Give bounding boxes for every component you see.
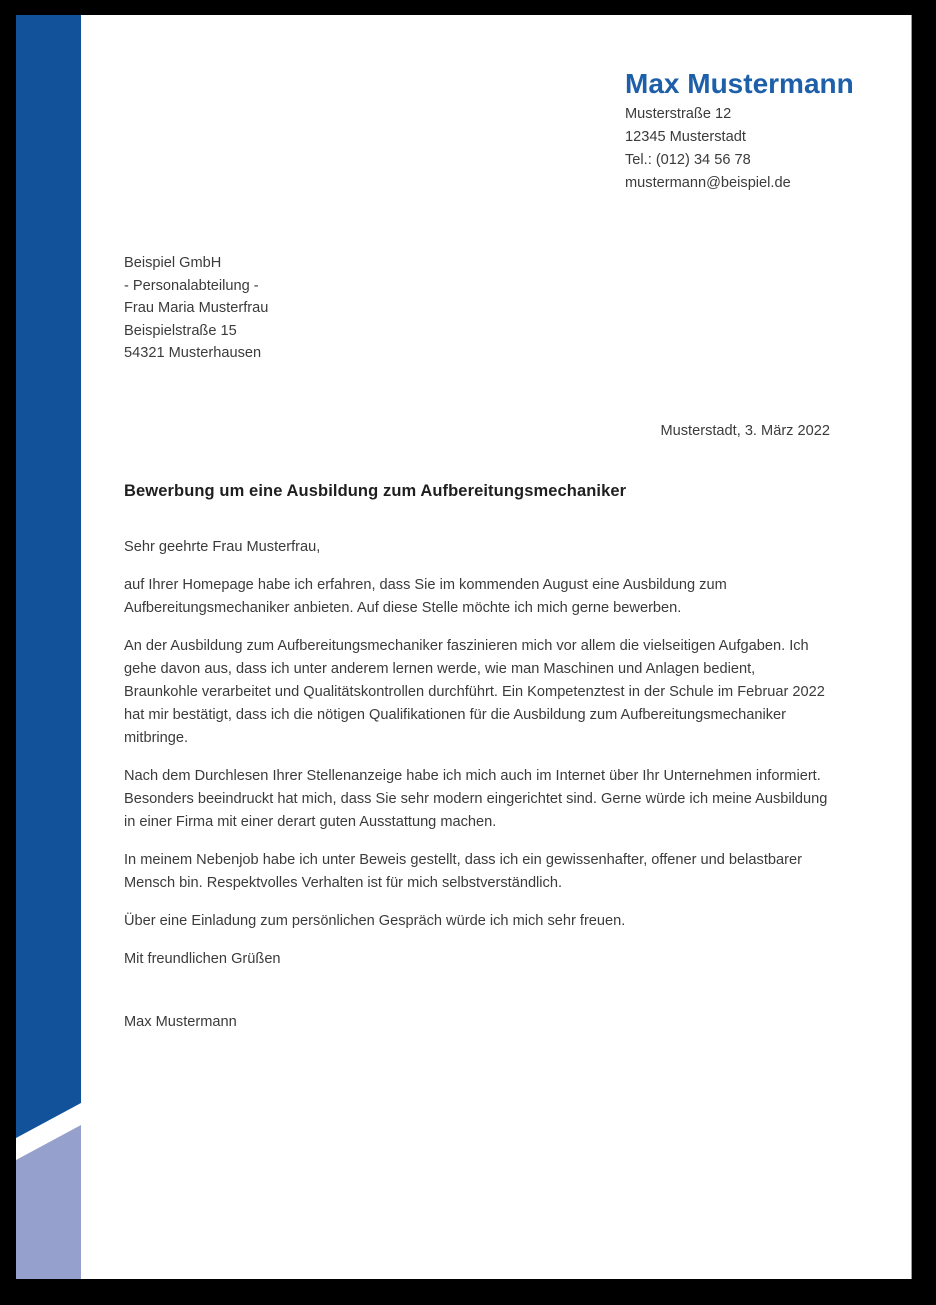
letter-page: [16, 15, 912, 1279]
sender-name: Max Mustermann: [625, 68, 854, 99]
salutation: Sehr geehrte Frau Musterfrau,: [124, 539, 321, 555]
stripe-lavender-band: [16, 1125, 81, 1279]
recipient-street: Beispielstraße 15: [124, 322, 237, 339]
letter-body: [124, 536, 830, 1034]
recipient-block: [124, 252, 268, 365]
subject-line: Bewerbung um eine Ausbildung zum Aufbereitungsmechaniker: [124, 482, 627, 500]
stripe-blue-band: [16, 15, 81, 1138]
sender-block: [625, 69, 855, 195]
body-paragraph-4: In meinem Nebenjob habe ich unter Beweis gestellt, dass ich ein gewissenhafter, offener und belastbarer Mensch bin. Respektvolles Verhalten ist für mich selbstverständlich.: [124, 852, 802, 891]
side-stripe: [16, 15, 81, 1279]
recipient-contact: Frau Maria Musterfrau: [124, 300, 269, 317]
closing-line: Mit freundlichen Grüßen: [124, 951, 281, 967]
sender-city: 12345 Musterstadt: [625, 129, 746, 145]
sender-phone: Tel.: (012) 34 56 78: [625, 152, 751, 168]
sender-address: [625, 103, 855, 195]
body-paragraph-2: An der Ausbildung zum Aufbereitungsmechaniker faszinieren mich vor allem die vielseitigen Aufgaben. Ich gehe davon aus, dass ich unter anderem lernen werde, wie man Maschinen und Anlagen bedient, Braunkohle verarbeitet und Qualitätskontrollen durchführt. Ein Kompetenztest in der Schule im Februar 2022 hat mir bestätigt, dass ich die nötigen Qualifikationen für die Ausbildung zum Aufbereitungsmechaniker mitbringe.: [124, 638, 825, 746]
recipient-city: 54321 Musterhausen: [124, 345, 262, 362]
sender-email: mustermann@beispiel.de: [625, 175, 791, 191]
signature-name: Max Mustermann: [124, 1014, 237, 1030]
body-paragraph-1: auf Ihrer Homepage habe ich erfahren, dass Sie im kommenden August eine Ausbildung zum Aufbereitungsmechaniker anbieten. Auf diese Stelle möchte ich mich gerne bewerben.: [124, 577, 727, 616]
recipient-department: - Personalabteilung -: [124, 277, 259, 294]
recipient-company: Beispiel GmbH: [124, 255, 222, 271]
body-paragraph-5: Über eine Einladung zum persönlichen Gespräch würde ich mich sehr freuen.: [124, 913, 626, 929]
date-line: Musterstadt, 3. März 2022: [660, 423, 830, 439]
body-paragraph-3: Nach dem Durchlesen Ihrer Stellenanzeige habe ich mich auch im Internet über Ihr Unternehmen informiert. Besonders beeindruckt hat mich, dass Sie sehr modern eingerichtet sind. Gerne würde ich meine Ausbildung in einer Firma mit einer derart guten Ausstattung machen.: [124, 768, 828, 830]
sender-street: Musterstraße 12: [625, 106, 732, 122]
